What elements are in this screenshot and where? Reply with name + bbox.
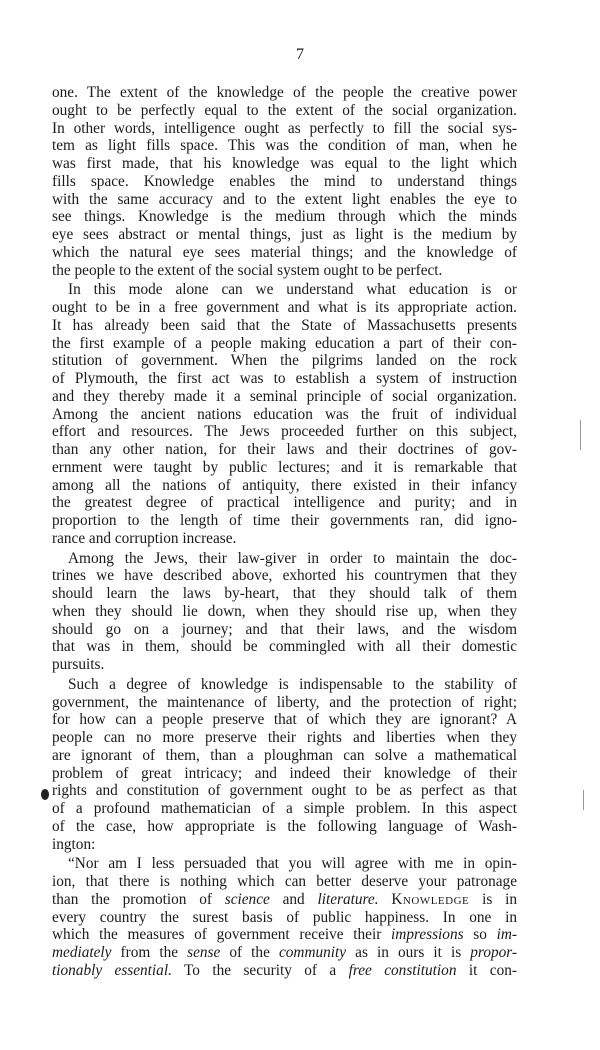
text-line [52,459,517,477]
text-line [52,782,517,800]
italic-text: im- [496,926,517,944]
text-line [52,494,517,512]
text-line [52,621,517,639]
text-line [52,262,517,280]
text-line [52,944,517,962]
text-line [52,352,517,370]
text-line [52,747,517,765]
text-span: as in ours it is [346,944,471,961]
body-text [52,84,517,980]
text-line [52,550,517,568]
text-line [52,173,517,191]
text-span: for how can a people preserve that of which they are ignorant? A [52,711,517,729]
text-span: the greatest degree of practical intelligence and purity; and in [52,494,517,512]
text-span: eye sees abstract or mental things, just as light is the medium by [52,226,517,243]
text-line [52,873,517,891]
text-line [52,855,517,873]
small-caps-text: Knowledge [391,890,470,908]
text-span: fills space. Knowledge enables the mind to understand things [52,172,517,190]
paragraph [52,855,517,979]
text-line [52,711,517,729]
text-span: of the [220,944,279,961]
text-span: the first example of a people making education a part of their con- [52,334,517,352]
text-line [52,299,517,317]
text-span: Among the ancient nations education was the fruit of individual [52,405,517,423]
text-span: which the measures of government receive their [52,926,392,944]
italic-text: tionably essential. [52,961,172,979]
paragraph [52,676,517,854]
text-span: “Nor am I less persuaded that you will agree with me in opin- [68,855,517,873]
text-line [52,441,517,459]
text-line [52,370,517,388]
text-line [52,676,517,694]
text-span: that was in them, should be commingled with all their domestic [52,638,517,656]
text-span: the people to the extent of the social system ought to be perfect. [52,261,443,279]
scan-mark [583,790,584,810]
text-span: and [269,890,318,908]
text-span: people can no more preserve their rights and liberties when they [52,729,517,746]
text-line [52,406,517,424]
italic-text: propor- [470,944,518,961]
text-span: which the natural eye sees material things; and the knowledge of [52,243,517,261]
text-span: tem as light fills space. This was the condition of man, when he [52,137,517,155]
text-span: trines we have described above, exhorted his countrymen that they [52,567,517,585]
text-line [52,512,517,530]
italic-text: impressions [391,926,464,944]
text-span: ought to be in a free government and what is its appropriate action. [52,299,517,316]
text-line [52,388,517,406]
text-line [52,729,517,747]
text-line [52,335,517,353]
scan-mark [580,420,581,450]
text-span: of a profound mathematician of a simple problem. In this aspect [52,800,517,817]
text-span: when they should lie down, when they should rise up, when they [52,602,517,620]
text-line [52,477,517,495]
ink-blot [41,789,49,800]
text-span: problem of great intricacy; and indeed their knowledge of their [52,764,517,782]
text-span: see things. Knowledge is the medium through which the minds [52,208,517,226]
text-span: ernment were taught by public lectures; and it is remarkable that [52,458,517,476]
text-span: every country the surest basis of public happiness. In one in [52,908,517,926]
text-span: are ignorant of them, than a ploughman can solve a mathematical [52,746,517,764]
text-line [52,765,517,783]
text-span: rights and constitution of government ought to be as perfect as that [52,782,517,800]
text-span: pursuits. [52,656,105,673]
text-span: ington: [52,835,96,853]
text-line [52,423,517,441]
text-span: than any other nation, for their laws and their doctrines of gov- [52,441,517,458]
text-line [52,137,517,155]
text-line [52,603,517,621]
text-span: was first made, that his knowledge was equal to the light which [52,155,517,172]
text-span: In other words, intelligence ought as perfectly to fill the social sys- [52,119,517,137]
text-line [52,281,517,299]
text-span: In this mode alone can we understand what education is or [68,281,517,299]
text-line [52,800,517,818]
text-line [52,585,517,603]
page-number: 7 [296,46,304,63]
paragraph [52,281,517,547]
text-span: among all the nations of antiquity, there existed in their infancy [52,476,517,494]
text-span: It has already been said that the State of Massachusetts presents [52,316,517,334]
text-span: of the case, how appropriate is the following language of Wash- [52,817,517,835]
text-line [52,226,517,244]
paragraph [52,84,517,279]
text-span: ought to be perfectly equal to the extent of the social organization. [52,101,517,119]
paragraph [52,550,517,674]
text-span: ion, that there is nothing which can better deserve your patronage [52,873,517,890]
text-span: than the promotion of [52,890,225,908]
text-span: of Plymouth, the first act was to establish a system of instruction [52,370,517,387]
italic-text: free constitution [348,961,457,979]
text-line [52,836,517,854]
text-line [52,638,517,656]
italic-text: sense [187,944,221,961]
text-span: with the same accuracy and to the extent light enables the eye to [52,190,517,208]
text-span: it con- [456,961,517,979]
text-line [52,102,517,120]
text-span: from the [111,944,188,961]
text-line [52,84,517,102]
text-span: is in [469,890,517,908]
text-span: so [463,926,497,944]
text-span: Among the Jews, their law-giver in order to maintain the doc- [68,549,517,567]
text-span: rance and corruption increase. [52,529,237,547]
text-span: stitution of government. When the pilgrims landed on the rock [52,352,517,370]
text-line [52,120,517,138]
italic-text: mediately [52,944,112,961]
text-line [52,962,517,980]
text-span: should learn the laws by-heart, that they should talk of them [52,585,517,602]
text-line [52,694,517,712]
text-line [52,909,517,927]
text-span: one. The extent of the knowledge of the people the creative power [52,84,517,101]
text-line [52,317,517,335]
text-line [52,244,517,262]
text-line [52,155,517,173]
text-line [52,818,517,836]
text-line [52,567,517,585]
text-span: government, the maintenance of liberty, and the protection of right; [52,693,517,711]
text-span: proportion to the length of time their governments ran, did igno- [52,512,517,529]
text-line [52,208,517,226]
text-line [52,191,517,209]
italic-text: literature. [317,890,379,908]
italic-text: science [224,890,270,908]
text-span: should go on a journey; and that their laws, and the wisdom [52,620,517,638]
text-line [52,530,517,548]
text-span: Such a degree of knowledge is indispensable to the stability of [68,675,517,693]
text-span: and they thereby made it a seminal principle of social organization. [52,387,517,405]
italic-text: community [278,944,347,961]
text-span: To the security of a [171,961,349,979]
text-line [52,891,517,909]
text-line [52,656,517,674]
text-span [379,891,392,908]
text-span: effort and resources. The Jews proceeded further on this subject, [52,423,517,441]
text-line [52,926,517,944]
